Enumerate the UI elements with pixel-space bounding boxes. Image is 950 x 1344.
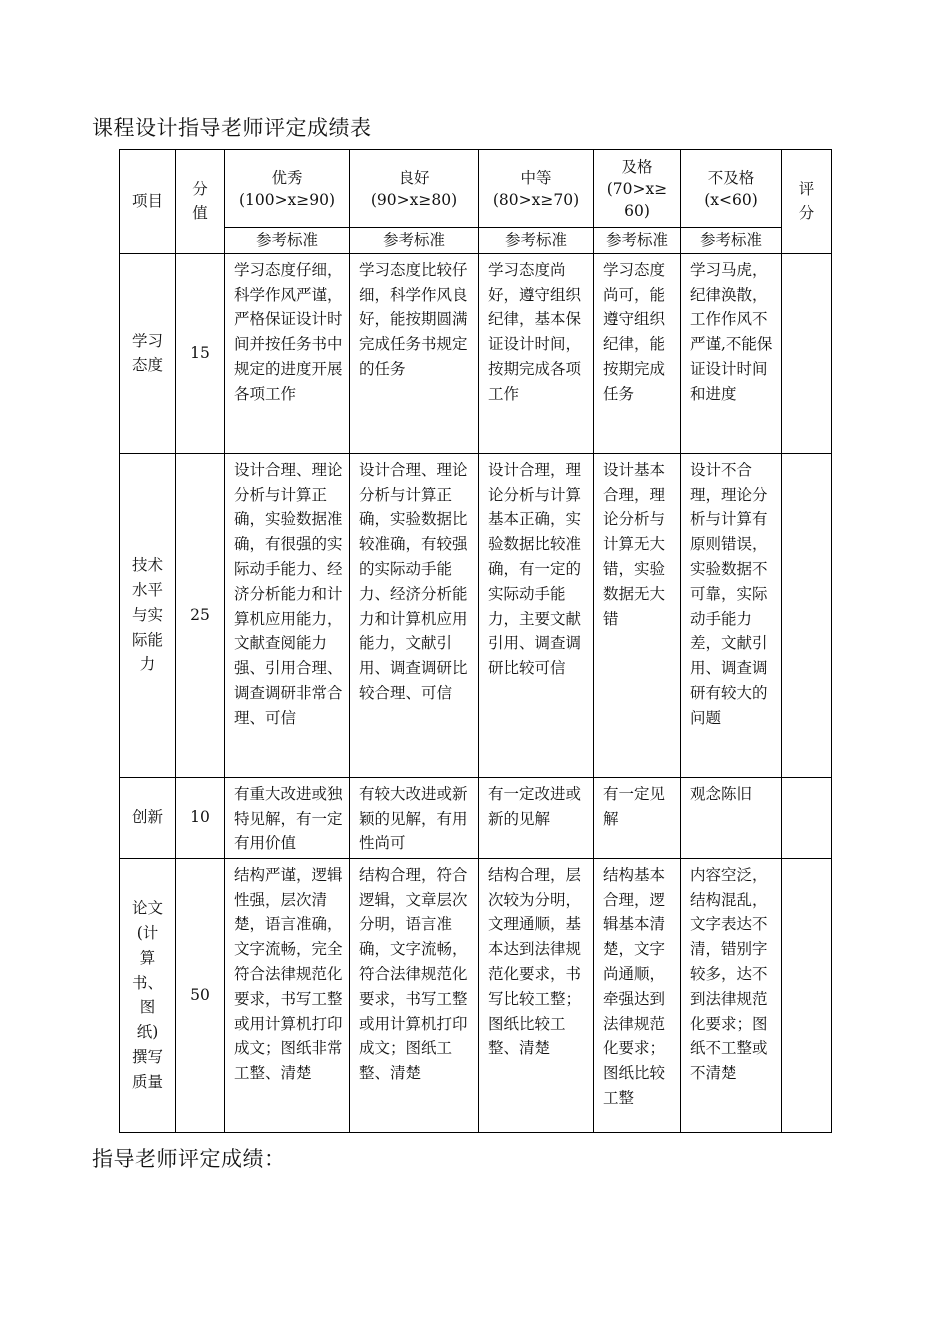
reference-label: 参考标准 (594, 228, 681, 254)
page-title: 课程设计指导老师评定成绩表 (92, 116, 372, 140)
rating-cell[interactable] (782, 858, 832, 1132)
reference-label: 参考标准 (479, 228, 594, 254)
criteria-cell: 结构合理，层次较为分明，文理通顺，基本达到法律规范化要求，书写比较工整；图纸比较工整、清楚 (479, 858, 594, 1132)
criteria-cell: 学习态度比较仔细，科学作风良好，能按期圆满完成任务书规定的任务 (350, 253, 479, 453)
criteria-cell: 学习态度尚可，能遵守组织纪律，能按期完成任务 (594, 253, 681, 453)
rating-cell[interactable] (782, 253, 832, 453)
reference-label: 参考标准 (225, 228, 350, 254)
row-score: 10 (176, 777, 225, 858)
reference-row (120, 228, 832, 254)
table-row (120, 453, 832, 777)
criteria-cell: 设计合理，理论分析与计算基本正确，实验数据比较准确，有一定的实际动手能力，主要文献引用、调查调研比较可信 (479, 453, 594, 777)
row-score: 25 (176, 453, 225, 777)
criteria-cell: 设计不合理，理论分析与计算有原则错误，实验数据不可靠，实际动手能力差，文献引用、调查调研有较大的问题 (681, 453, 782, 777)
grading-table (119, 149, 832, 1133)
criteria-cell: 学习态度尚好，遵守组织纪律，基本保证设计时间，按期完成各项工作 (479, 253, 594, 453)
criteria-cell: 设计基本合理，理论分析与计算无大错，实验数据无大错 (594, 453, 681, 777)
table-row (120, 777, 832, 858)
header-row (120, 150, 832, 228)
reference-label: 参考标准 (681, 228, 782, 254)
reference-label: 参考标准 (350, 228, 479, 254)
criteria-cell: 结构合理，符合逻辑，文章层次分明，语言准确，文字流畅，符合法律规范化要求，书写工整或用计算机打印成文；图纸工整、清楚 (350, 858, 479, 1132)
criteria-cell: 学习态度仔细，科学作风严谨，严格保证设计时间并按任务书中规定的进度开展各项工作 (225, 253, 350, 453)
criteria-cell: 有一定改进或新的见解 (479, 777, 594, 858)
row-item: 学习态度 (120, 253, 176, 453)
header-level-fail: 不及格 (x<60) (681, 150, 782, 228)
criteria-cell: 有较大改进或新颖的见解，有用性尚可 (350, 777, 479, 858)
header-level-medium: 中等 (80>x≥70) (479, 150, 594, 228)
row-score: 15 (176, 253, 225, 453)
row-score: 50 (176, 858, 225, 1132)
row-item: 技术水平与实际能力 (120, 453, 176, 777)
header-rating: 评分 (782, 150, 832, 254)
header-level-pass: 及格 (70>x≥60) (594, 150, 681, 228)
rating-cell[interactable] (782, 453, 832, 777)
criteria-cell: 观念陈旧 (681, 777, 782, 858)
criteria-cell: 有一定见解 (594, 777, 681, 858)
table-row (120, 858, 832, 1132)
header-level-good: 良好 (90>x≥80) (350, 150, 479, 228)
criteria-cell: 设计合理、理论分析与计算正确，实验数据准确，有很强的实际动手能力、经济分析能力和计算机应用能力，文献查阅能力强、引用合理、调查调研非常合理、可信 (225, 453, 350, 777)
criteria-cell: 学习马虎，纪律涣散，工作作风不严谨,不能保证设计时间和进度 (681, 253, 782, 453)
advisor-grade-label: 指导老师评定成绩： (92, 1147, 286, 1171)
criteria-cell: 有重大改进或独特见解，有一定有用价值 (225, 777, 350, 858)
criteria-cell: 内容空泛，结构混乱，文字表达不清，错别字较多，达不到法律规范化要求；图纸不工整或不清楚 (681, 858, 782, 1132)
header-level-excellent: 优秀 (100>x≥90) (225, 150, 350, 228)
criteria-cell: 结构严谨，逻辑性强，层次清楚，语言准确，文字流畅，完全符合法律规范化要求，书写工整或用计算机打印成文；图纸非常工整、清楚 (225, 858, 350, 1132)
criteria-cell: 结构基本合理，逻辑基本清楚，文字尚通顺，牵强达到法律规范化要求；图纸比较工整 (594, 858, 681, 1132)
row-item: 论文(计算书、图纸)撰写质量 (120, 858, 176, 1132)
header-score: 分值 (176, 150, 225, 254)
rating-cell[interactable] (782, 777, 832, 858)
criteria-cell: 设计合理、理论分析与计算正确，实验数据比较准确，有较强的实际动手能力、经济分析能力和计算机应用能力，文献引用、调查调研比较合理、可信 (350, 453, 479, 777)
row-item: 创新 (120, 777, 176, 858)
header-item: 项目 (120, 150, 176, 254)
table-row (120, 253, 832, 453)
